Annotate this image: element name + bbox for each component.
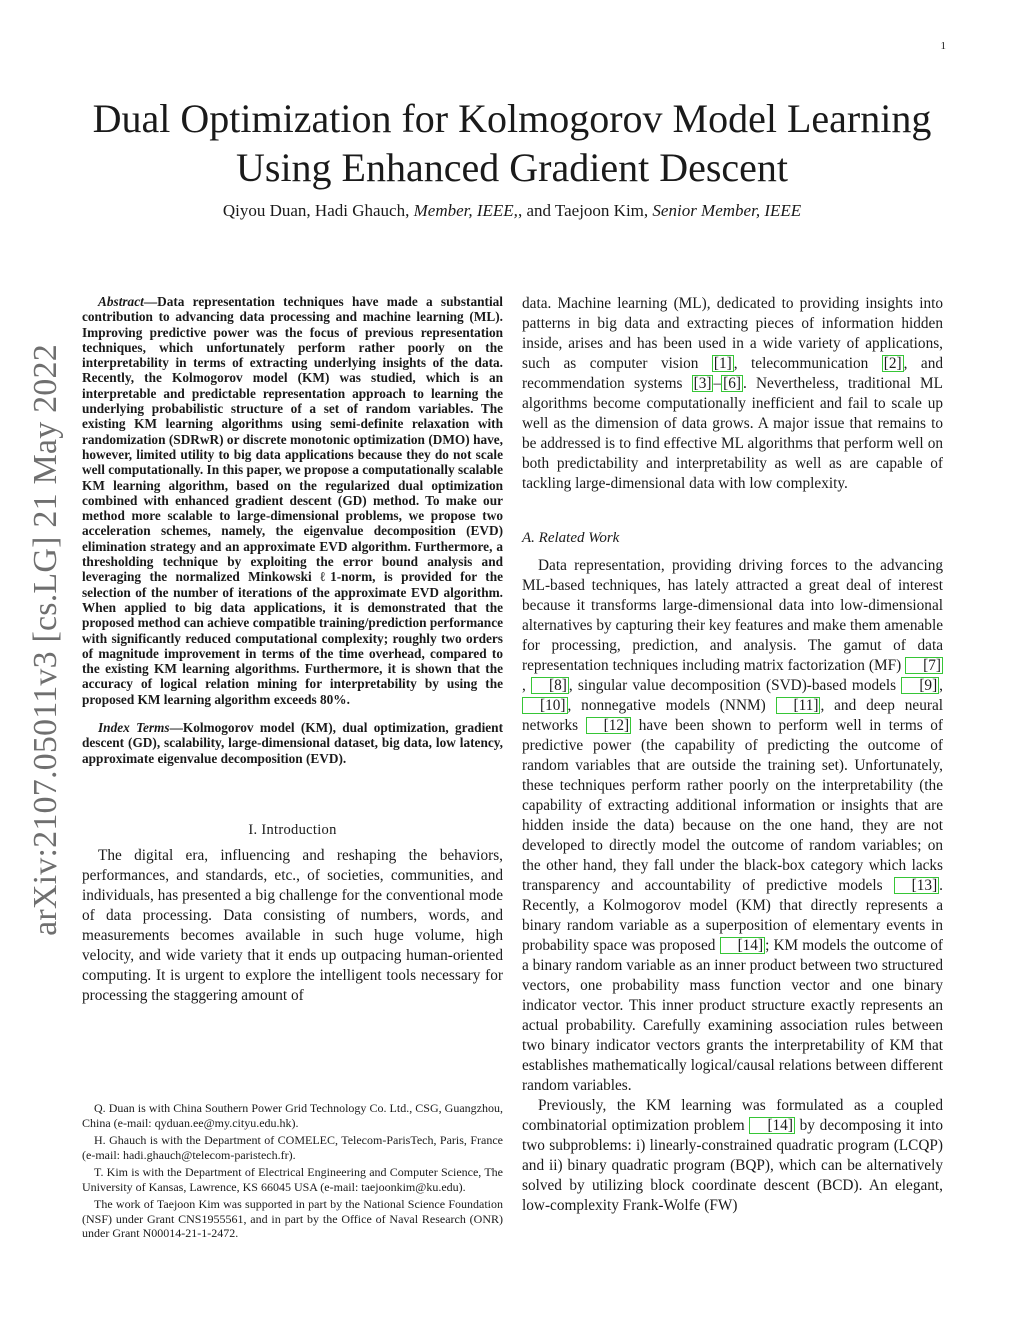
author-role-2: Senior Member, IEEE [652, 201, 802, 220]
citation-link[interactable]: [7] [905, 657, 943, 674]
citation-link[interactable]: [13] [894, 877, 940, 894]
km-learning-paragraph [522, 1096, 943, 1216]
text-run: by decomposing it into two subproblems: i) linearly-constrained quadratic program (LCQP) and ii) binary quadratic program (BQP), which can be alternatively solved by utilizing block coordinate descent (BCD). An elegant, low-complexity Frank-Wolfe (FW) [522, 1117, 943, 1214]
text-run: , and deep neural networks [522, 697, 944, 734]
citation-link[interactable]: [3] [693, 375, 712, 392]
author-names-2: , and Taejoon Kim, [517, 201, 653, 220]
text-run: data. Machine learning (ML), dedicated to providing insights into patterns in big data and extracting pieces of information hidden inside, arises and has been used in a wide variety of applications, such as computer vision [522, 295, 943, 372]
citation-link[interactable]: [11] [776, 697, 821, 714]
text-run: Previously, the KM learning was formulated as a coupled combinatorial optimization problem [522, 1097, 943, 1134]
footnote-duan: Q. Duan is with China Southern Power Grid Technology Co. Ltd., CSG, Guangzhou, China (e-mail: qyduan.ee@my.cityu.edu.hk). [82, 1101, 503, 1130]
citation-link[interactable]: [12] [586, 717, 632, 734]
author-role-1: Member, IEEE, [413, 201, 518, 220]
citation-link[interactable]: [8] [531, 677, 569, 694]
citation-link[interactable]: [10] [522, 697, 568, 714]
citation-link[interactable]: [14] [749, 1117, 795, 1134]
text-run: , [939, 677, 943, 694]
author-names-1: Qiyou Duan, Hadi Ghauch, [222, 201, 414, 220]
text-run: Data representation, providing driving forces to the advancing ML-based techniques, has lately attracted a great deal of interest because it transforms large-dimensional data into low-dimensional alternatives by capturing their key features and make them amenable for processing, prediction, and analysis. The gamut of data representation techniques including matrix factorization (MF) [522, 557, 943, 674]
abstract-label: Abstract [98, 294, 144, 309]
arxiv-identifier: arXiv:2107.05011v3 [cs.LG] 21 May 2022 [27, 344, 64, 936]
citation-link[interactable]: [14] [720, 937, 766, 954]
abstract-text: —Data representation techniques have made a substantial contribution to advancing data processing and machine learning (ML). Improving predictive power was the focus of previous representation techniques, which unfortunately perform rather poorly on the interpretability in terms of extracting underlying insights of the data. Recently, the Kolmogorov model (KM) was studied, which is an interpretable and predictable representation approach to learning the underlying probabilistic structure of a set of random variables. The existing KM learning algorithms using semi-definite relaxation with randomization (SDRwR) or discrete monotonic optimization (DMO) have, however, limited utility to big data applications because they do not scale well computationally. In this paper, we propose a computationally scalable KM learning algorithm, based on the regularized dual optimization combined with enhanced gradient descent (GD) method. To make our method more scalable to large-dimensional problems, we propose two acceleration schemes, namely, the eigenvalue decomposition (EVD) elimination strategy and an approximate EVD algorithm. Furthermore, a thresholding technique by exploiting the error bound analysis and leveraging the normalized Minkowski ℓ1-norm, is provided for the selection of the number of iterations of the approximate EVD algorithm. When applied to big data applications, it is demonstrated that the proposed method can achieve compatible training/prediction performance with significantly reduced computational complexity; roughly two orders of magnitude improvement in terms of the time overhead, compared to the existing KM learning algorithms. Furthermore, it is shown that the accuracy of logical relation mining for interpretability by using the proposed KM learning algorithm exceeds 80%. [82, 294, 503, 707]
abstract [82, 294, 503, 707]
citation-link[interactable]: [6] [723, 375, 741, 392]
text-run: have been shown to perform well in terms of predictive power (the capability of predicting the outcome of random variables that are outside the training set). Unfortunately, these techniques perform rather poorly on the interpretability (the capability of extracting additional information or insights that are hidden inside the data) because on the one hand, they are not developed to directly model the outcome of random variables; on the other hand, they fall under the black-box category which lacks transparency and accountability of predictive models [522, 717, 943, 894]
text-run: , telecommunication [733, 355, 882, 372]
text-run: . Nevertheless, traditional ML algorithms become computationally inefficient and fail to scale up well as the dimension of data grows. A major issue that remains to be addressed is to find effective ML algorithms that perform well on both predictability and interpretability as well as are capable of tackling large-dimensional data with low complexity. [522, 375, 944, 492]
index-terms [82, 720, 503, 766]
section-heading-introduction: I. Introduction [248, 821, 337, 838]
intro-paragraph: The digital era, influencing and reshaping the behaviors, performances, and standards, etc., of societies, communities, and individuals, has presented a big challenge for the conventional mode of data processing. Data consisting of numbers, words, and measurements becomes available in such huge volume, high velocity, and wide variety that it ends up outpacing human-oriented computing. It is urgent to explore the intelligent tools necessary for processing the staggering amount of [82, 846, 503, 1004]
subsection-heading-related-work: A. Related Work [522, 530, 620, 546]
citation-link[interactable]: [2] [883, 355, 902, 372]
text-run: ; KM models the outcome of a binary random variable as an inner product between two structured vectors, one probability mass function vector and one binary indicator vector. This inner product structure exactly represents an actual probability. Carefully examining association rules between two binary indicator vectors grants the interpretability of KM that establishes mathematically logical/causal relations between different random variables. [522, 937, 943, 1094]
text-run: , [522, 677, 532, 694]
text-run: , and recommendation systems [522, 355, 943, 392]
text-run: . Recently, a Kolmogorov model (KM) that directly represents a binary random variable as a superposition of elementary events in probability space was proposed [522, 877, 943, 954]
author-line [60, 201, 964, 221]
text-run: , singular value decomposition (SVD)-based models [568, 677, 902, 694]
index-terms-label: Index Terms [98, 720, 170, 736]
left-column [82, 294, 503, 1006]
ml-paragraph [522, 294, 943, 494]
text-run: , nonnegative models (NNM) [567, 697, 776, 714]
text-run: – [713, 375, 722, 392]
page-number: 1 [940, 40, 946, 52]
index-terms-text: —Kolmogorov model (KM), dual optimization, gradient descent (GD), scalability, large-dimensional dataset, big data, low latency, approximate eigenvalue decomposition (EVD). [82, 720, 503, 766]
right-column [522, 294, 943, 1216]
paper-title: Dual Optimization for Kolmogorov Model Learning Using Enhanced Gradient Descent [92, 96, 932, 190]
footnote-funding: The work of Taejoon Kim was supported in part by the National Science Foundation (NSF) under Grant CNS1955561, and in part by the Office of Naval Research (ONR) under Grant N00014-21-1-2472. [82, 1197, 503, 1240]
footnote-kim: T. Kim is with the Department of Electrical Engineering and Computer Science, The University of Kansas, Lawrence, KS 66045 USA (e-mail: taejoonkim@ku.edu). [82, 1165, 503, 1194]
citation-link[interactable]: [9] [901, 677, 939, 694]
footnotes [82, 1101, 503, 1244]
citation-link[interactable]: [1] [713, 355, 732, 372]
related-work-paragraph [522, 556, 943, 1096]
footnote-ghauch: H. Ghauch is with the Department of COMELEC, Telecom-ParisTech, Paris, France (e-mail: hadi.ghauch@telecom-paristech.fr). [82, 1133, 503, 1162]
